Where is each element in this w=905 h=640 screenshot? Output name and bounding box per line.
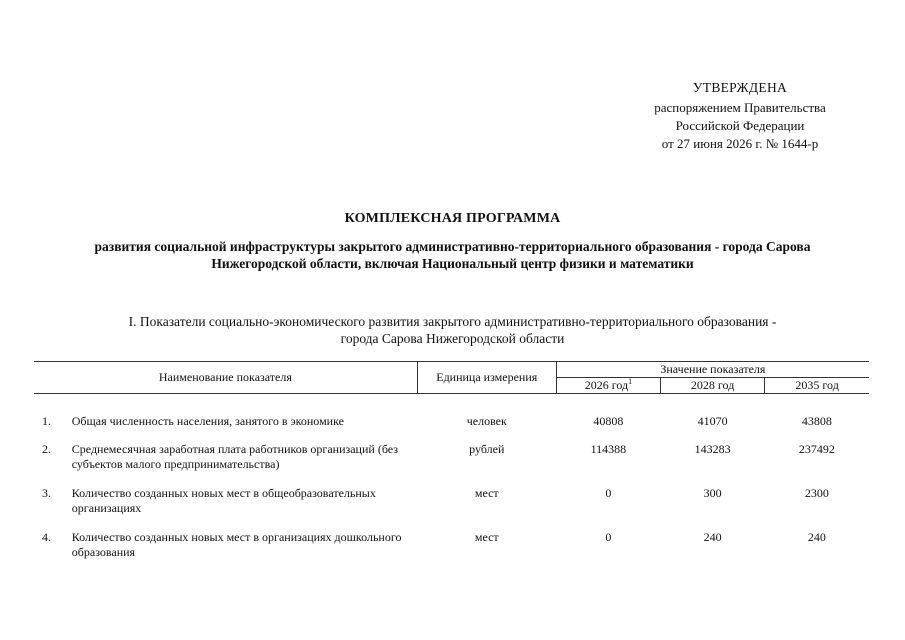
row-name: Среднемесячная заработная плата работников организаций (без субъектов малого предпринимательства) bbox=[71, 442, 398, 471]
row-number: 2. bbox=[42, 442, 51, 456]
header-year-2035 bbox=[765, 378, 869, 394]
row-value-2026: 40808 bbox=[593, 414, 624, 428]
document-subtitle bbox=[0, 238, 905, 272]
indicators-table bbox=[34, 361, 869, 560]
row-value-2035: 2300 bbox=[804, 486, 829, 500]
approval-line-3: от 27 июня 2026 г. № 1644-р bbox=[661, 136, 819, 151]
section-title bbox=[60, 313, 845, 347]
row-number: 1. bbox=[42, 414, 51, 428]
row-value-2026: 114388 bbox=[590, 442, 627, 456]
row-value-2028: 300 bbox=[703, 486, 722, 500]
row-name: Количество созданных новых мест в организациях дошкольного образования bbox=[71, 530, 402, 559]
header-year-2026 bbox=[556, 378, 660, 394]
section-title-line-1: I. Показатели социально-экономического развития закрытого административно-территориального образования - bbox=[128, 314, 777, 329]
row-name: Количество созданных новых мест в общеобразовательных организациях bbox=[71, 486, 376, 515]
row-value-2028: 41070 bbox=[697, 414, 728, 428]
header-year-2028-label: 2028 год bbox=[690, 378, 735, 392]
row-unit: мест bbox=[474, 530, 499, 544]
row-value-2035: 237492 bbox=[798, 442, 835, 456]
row-value-2026: 0 bbox=[605, 530, 612, 544]
header-value-group bbox=[556, 362, 869, 378]
table-spacer bbox=[34, 472, 869, 486]
row-unit: мест bbox=[474, 486, 499, 500]
table-row bbox=[34, 486, 869, 516]
approval-line-1: распоряжением Правительства bbox=[654, 100, 826, 115]
footnote-mark: 1 bbox=[628, 377, 633, 386]
row-number: 3. bbox=[42, 486, 51, 500]
table-spacer bbox=[34, 394, 869, 415]
row-value-2028: 143283 bbox=[694, 442, 731, 456]
document-title: КОМПЛЕКСНАЯ ПРОГРАММА bbox=[344, 211, 561, 226]
header-year-2026-label: 2026 год bbox=[584, 378, 629, 392]
approval-block bbox=[620, 79, 860, 153]
header-value-group-label: Значение показателя bbox=[660, 362, 766, 376]
document-subtitle-line-1: развития социальной инфраструктуры закрытого административно-территориального образования - города Сарова bbox=[94, 239, 811, 254]
document-subtitle-line-2: Нижегородской области, включая Национальный центр физики и математики bbox=[211, 256, 694, 271]
row-unit: человек bbox=[466, 414, 507, 428]
header-year-2028 bbox=[661, 378, 765, 394]
header-year-2035-label: 2035 год bbox=[795, 378, 839, 392]
header-unit bbox=[417, 362, 556, 394]
approval-heading: УТВЕРЖДЕНА bbox=[692, 80, 788, 95]
table-row bbox=[34, 414, 869, 442]
table-spacer bbox=[34, 516, 869, 530]
table-row bbox=[34, 530, 869, 560]
row-name: Общая численность населения, занятого в экономике bbox=[71, 414, 344, 428]
row-number: 4. bbox=[42, 530, 51, 544]
row-value-2035: 43808 bbox=[801, 414, 832, 428]
row-value-2035: 240 bbox=[807, 530, 826, 544]
table-row bbox=[34, 442, 869, 472]
row-value-2028: 240 bbox=[703, 530, 722, 544]
section-title-line-2: города Сарова Нижегородской области bbox=[340, 331, 565, 346]
header-name-label: Наименование показателя bbox=[158, 370, 292, 384]
header-unit-label: Единица измерения bbox=[436, 370, 538, 384]
header-name bbox=[34, 362, 417, 394]
row-value-2026: 0 bbox=[605, 486, 612, 500]
row-unit: рублей bbox=[469, 442, 505, 456]
approval-line-2: Российской Федерации bbox=[675, 118, 805, 133]
